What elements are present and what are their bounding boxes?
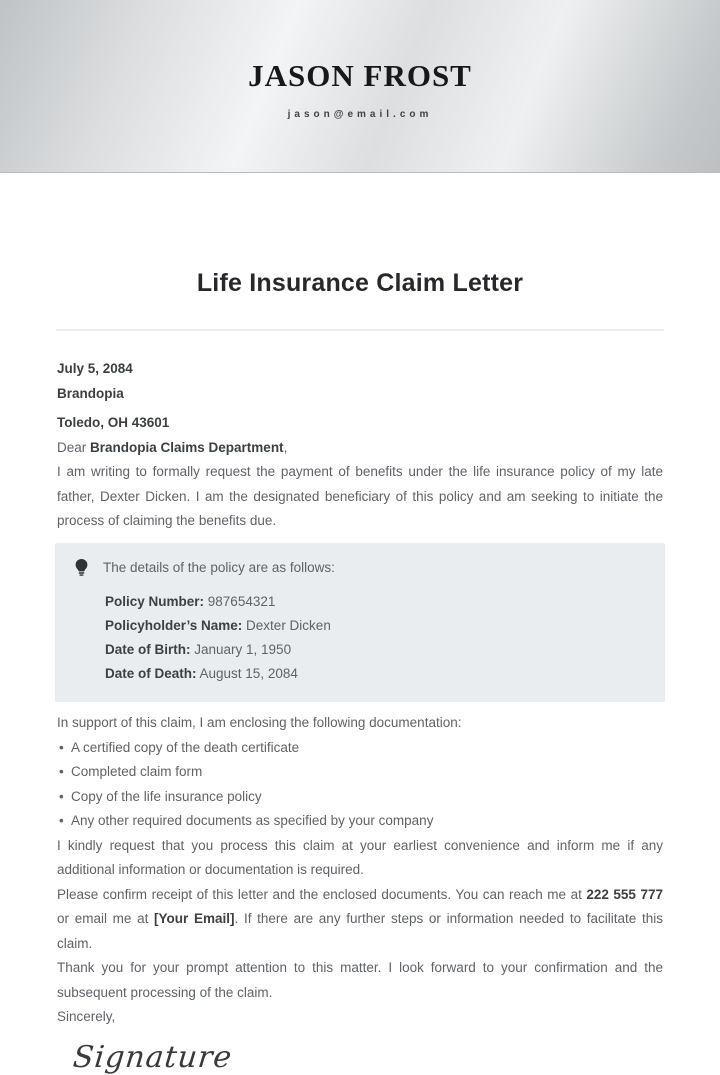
date-of-death-row <box>105 662 645 686</box>
salutation-prefix: Dear <box>57 439 91 455</box>
enclosure-list <box>57 736 663 834</box>
intro-paragraph: I am writing to formally request the payment of benefits under the life insurance policy of my late father, Dexter Dicken. I am the designated beneficiary of this policy and am seeking to initiate the process of claiming the benefits due. <box>57 464 663 528</box>
contact-text-3: . If there are any further steps or information needed to facilitate this claim. <box>57 911 664 951</box>
date-of-death-label: Date of Death: <box>105 666 197 681</box>
request-paragraph: I kindly request that you process this claim at your earliest convenience and inform me if any additional information or documentation is required. <box>57 837 663 877</box>
salutation <box>57 436 663 461</box>
company-name: Brandopia <box>57 385 124 401</box>
contact-paragraph <box>57 883 663 957</box>
contact-text-2: or email me at <box>57 911 155 926</box>
policy-details-callout <box>55 543 665 703</box>
policyholder-name-label: Policyholder’s Name: <box>105 618 243 633</box>
policy-number-value: 987654321 <box>204 594 276 609</box>
page-title: Life Insurance Claim Letter <box>196 269 524 297</box>
date-of-birth-label: Date of Birth: <box>105 642 191 657</box>
sender-email: jason@email.com <box>287 109 433 120</box>
date-of-birth-value: January 1, 1950 <box>190 642 292 657</box>
policy-number-row <box>105 590 645 614</box>
letterhead <box>0 0 720 173</box>
letter-date: July 5, 2084 <box>57 361 133 376</box>
enclosure-item-text: Any other required documents as specified by your company <box>71 813 434 828</box>
bullet-icon: • <box>59 813 64 828</box>
callout-lead-text: The details of the policy are as follows: <box>103 559 335 575</box>
bullet-icon: • <box>59 739 64 755</box>
bullet-icon: • <box>59 764 64 779</box>
salutation-suffix: , <box>283 439 288 455</box>
letter-body <box>0 331 720 1075</box>
date-of-birth-row <box>105 638 645 662</box>
list-item <box>57 736 663 761</box>
bullet-icon: • <box>59 788 64 804</box>
list-item <box>57 785 663 810</box>
sender-name: JASON FROST <box>248 58 472 93</box>
salutation-recipient: Brandopia Claims Department <box>90 439 284 455</box>
enclosure-lead: In support of this claim, I am enclosing the following documentation: <box>57 715 462 730</box>
signature-script: Signature <box>71 1039 234 1075</box>
policyholder-name-row <box>105 614 645 638</box>
date-of-death-value: August 15, 2084 <box>196 666 298 681</box>
contact-email-placeholder: [Your Email] <box>154 911 235 926</box>
list-item <box>57 809 663 834</box>
contact-text-1: Please confirm receipt of this letter and the enclosed documents. You can reach me at <box>57 886 587 902</box>
thanks-paragraph: Thank you for your prompt attention to this matter. I look forward to your confirmation and the subsequent processing of the claim. <box>57 960 663 1000</box>
enclosure-item-text: Copy of the life insurance policy <box>71 788 262 804</box>
policyholder-name-value: Dexter Dicken <box>242 618 331 633</box>
contact-phone: 222 555 777 <box>586 886 663 902</box>
enclosure-item-text: A certified copy of the death certificate <box>71 739 300 755</box>
policy-number-label: Policy Number: <box>105 594 205 609</box>
lightbulb-icon <box>73 556 103 585</box>
company-address: Toledo, OH 43601 <box>57 415 170 430</box>
policy-details-list <box>105 590 645 686</box>
list-item <box>57 760 663 785</box>
enclosure-item-text: Completed claim form <box>71 764 203 779</box>
closing: Sincerely, <box>57 1009 116 1024</box>
